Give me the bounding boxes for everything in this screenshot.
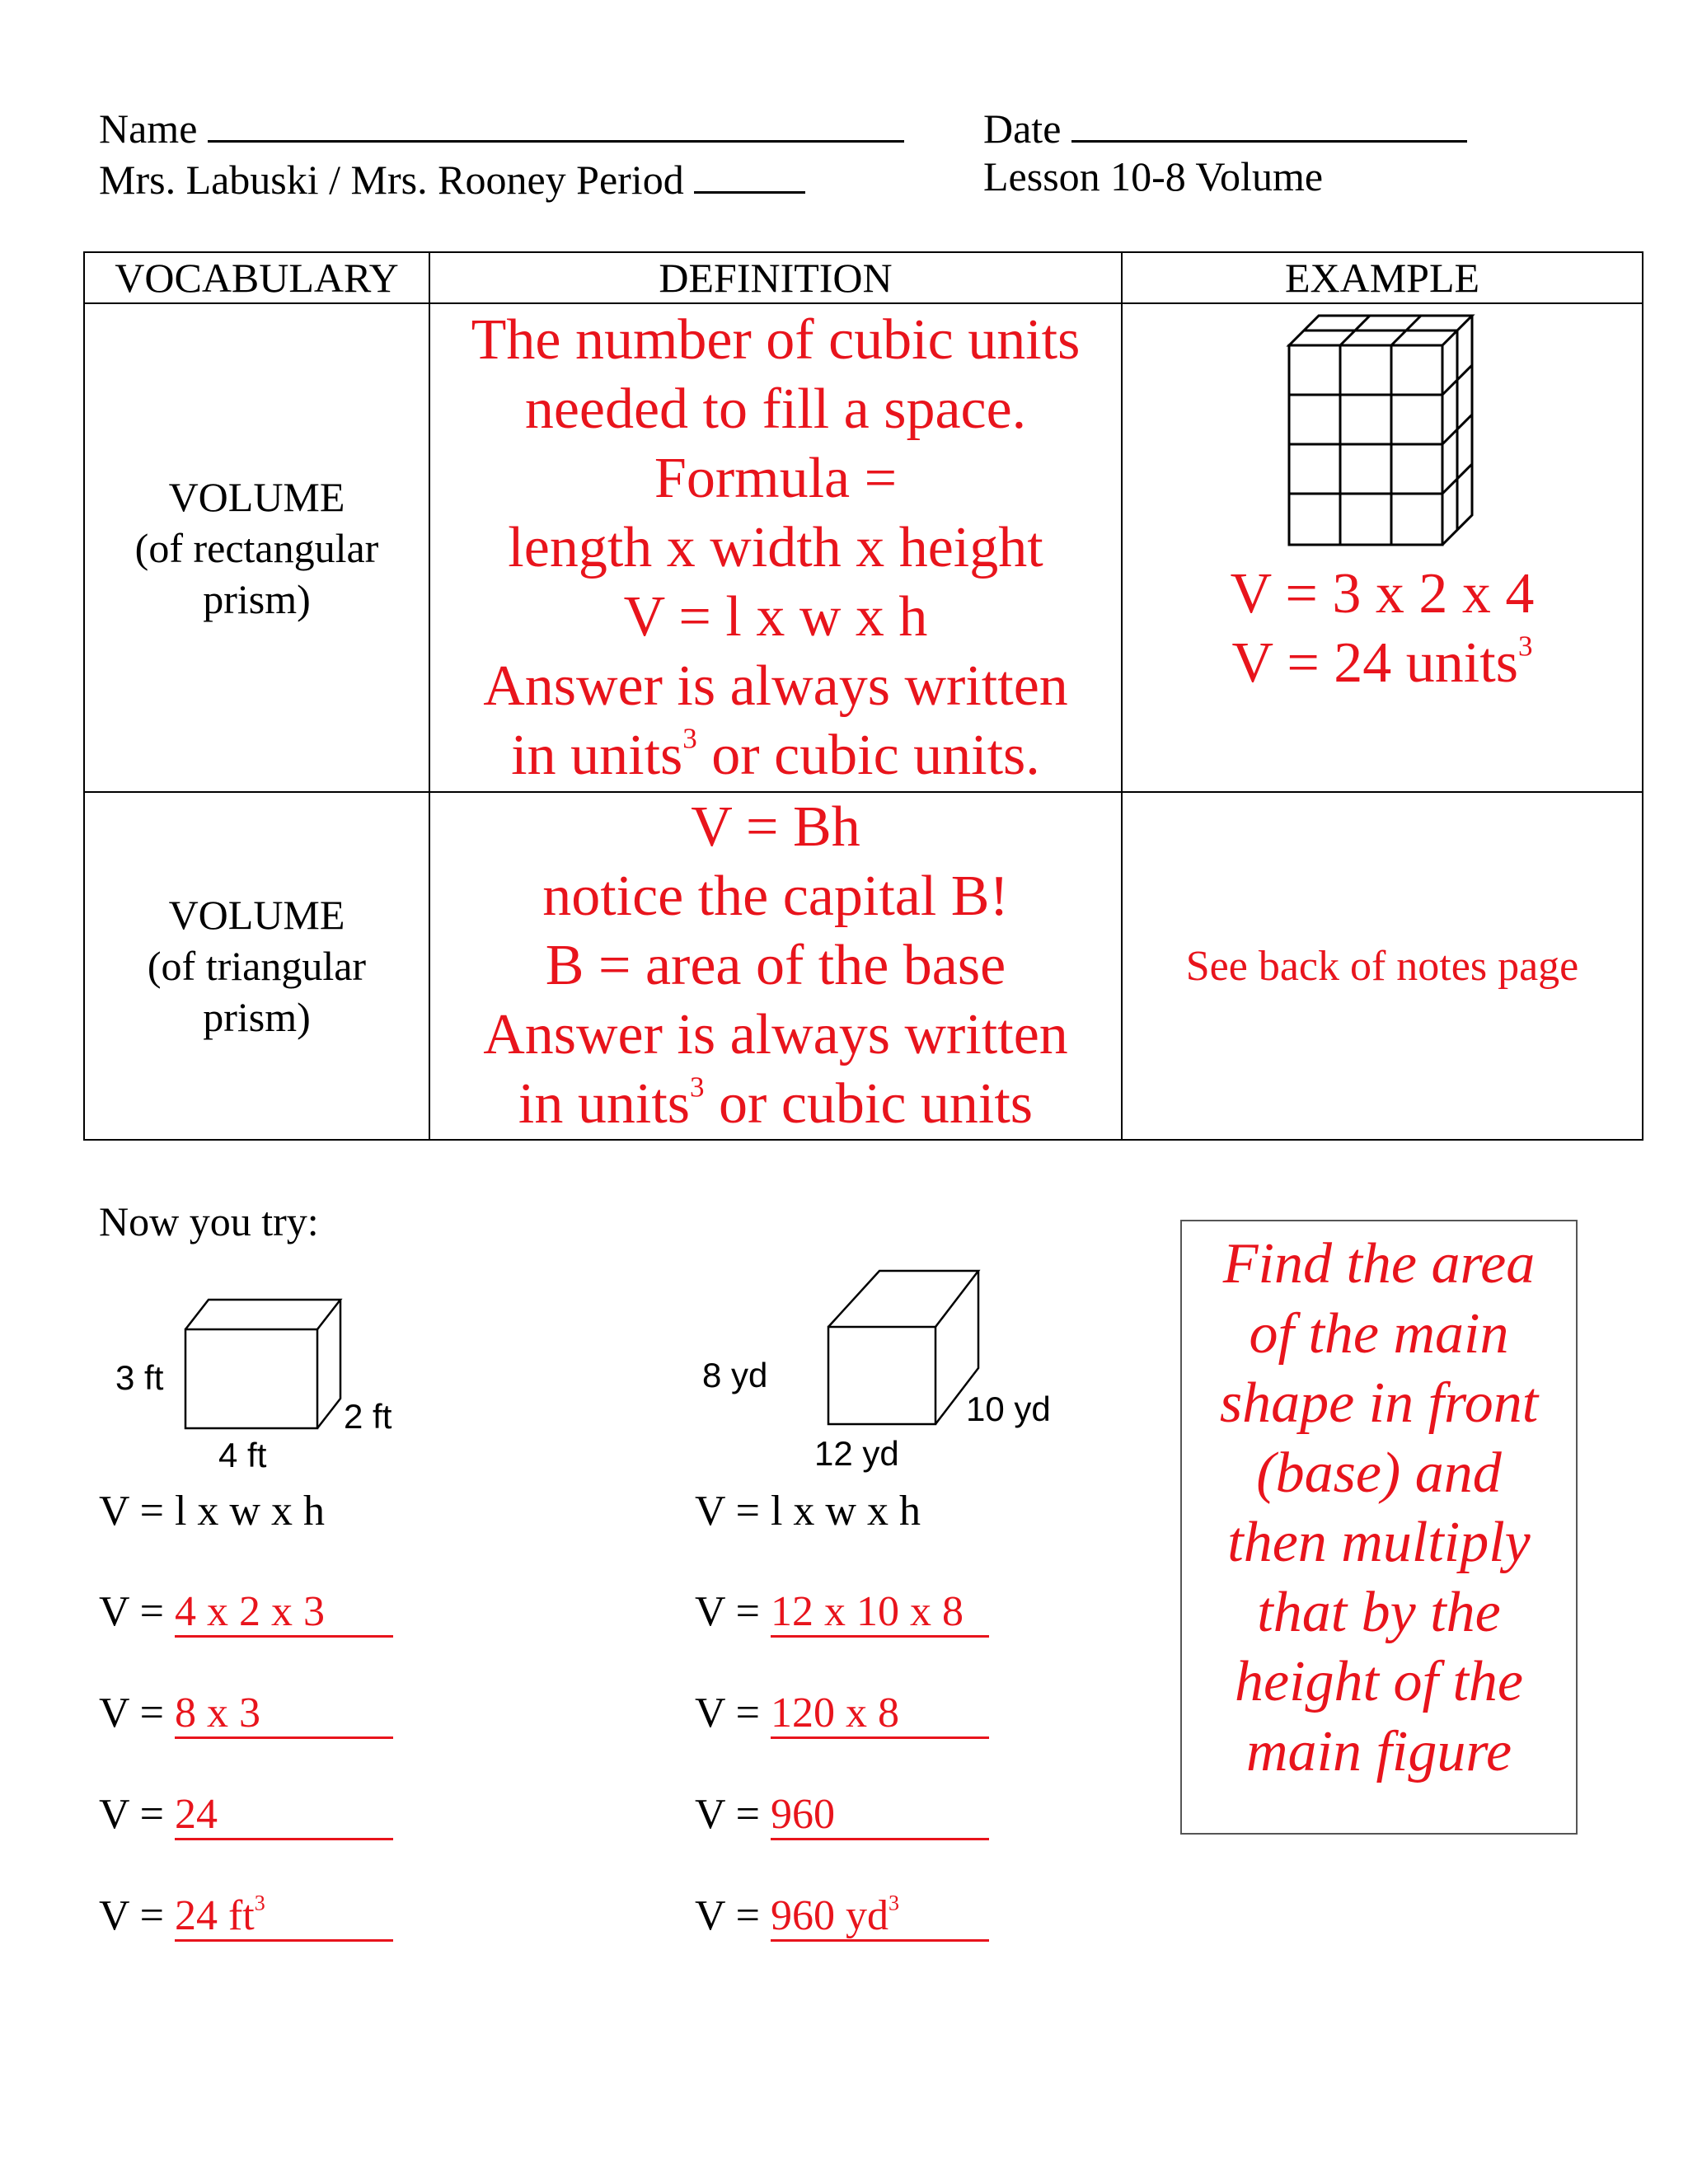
term-line: (of triangular (147, 943, 367, 989)
practice-title: Now you try: (99, 1198, 319, 1244)
prism-2-width: 10 yd (966, 1390, 1051, 1428)
term-line: VOLUME (168, 473, 345, 520)
problem-1-step (99, 1790, 393, 1840)
hint-line: then multiply (1227, 1511, 1531, 1574)
term-line: prism) (203, 994, 311, 1040)
name-blank[interactable] (208, 101, 904, 143)
definition-line: V = l x w x h (623, 584, 928, 649)
problem-2-step (695, 1689, 989, 1739)
definition-line: Answer is always written (483, 654, 1068, 718)
answer-text: 24 ft (174, 1892, 255, 1939)
eq-prefix: V = (695, 1588, 771, 1635)
term-cell (84, 792, 429, 1140)
term-line: VOLUME (168, 892, 345, 938)
hint-line: shape in front (1219, 1371, 1539, 1435)
name-label: Name (99, 105, 198, 152)
header-example: EXAMPLE (1122, 252, 1643, 303)
exponent: 3 (888, 1891, 899, 1915)
definition-cell (429, 303, 1122, 792)
eq-prefix: V = (695, 1690, 771, 1736)
date-line (983, 101, 1467, 153)
problem-1-step (99, 1891, 393, 1942)
prism-1-height: 3 ft (115, 1358, 164, 1397)
hint-line: height of the (1235, 1650, 1523, 1713)
answer-blank: 24 (175, 1792, 393, 1840)
definition-cell (429, 792, 1122, 1140)
term-line: (of rectangular (134, 524, 379, 571)
name-line (99, 101, 904, 153)
eq-prefix: V = (99, 1892, 175, 1939)
problem-1-step (99, 1689, 393, 1739)
prism-2-icon (820, 1261, 985, 1430)
term-cell (84, 303, 429, 792)
table-row (84, 303, 1643, 792)
example-cell (1122, 303, 1643, 792)
exponent: 3 (682, 722, 697, 754)
definition-line: The number of cubic units (471, 307, 1081, 372)
answer-blank: 120 x 8 (771, 1690, 989, 1739)
cube-grid-icon (1286, 311, 1484, 550)
answer-blank: 8 x 3 (175, 1690, 393, 1739)
problem-2-formula: V = l x w x h (695, 1488, 921, 1535)
hint-line: that by the (1257, 1580, 1501, 1644)
hint-line: main figure (1245, 1719, 1512, 1783)
hint-box (1180, 1220, 1578, 1835)
answer-blank (771, 1893, 989, 1942)
problem-2-step (695, 1891, 989, 1942)
table-row (84, 792, 1643, 1140)
example-equations (1123, 560, 1642, 698)
definition-line: length x width x height (508, 515, 1043, 579)
date-blank[interactable] (1071, 101, 1467, 143)
teacher-period-line (99, 152, 805, 204)
example-eq-1: V = 3 x 2 x 4 (1230, 562, 1535, 626)
prism-1-width: 2 ft (344, 1397, 392, 1436)
prism-1-icon (177, 1290, 350, 1434)
eq-prefix: V = (99, 1791, 175, 1838)
answer-blank (175, 1893, 393, 1942)
definition-line: needed to fill a space. (524, 377, 1027, 441)
date-label: Date (983, 105, 1062, 152)
answer-blank: 12 x 10 x 8 (771, 1589, 989, 1638)
units-text: in units (518, 1072, 691, 1136)
definition-line: Formula = (654, 446, 898, 510)
hint-line: of the main (1249, 1301, 1509, 1366)
definition-line (430, 1070, 1121, 1139)
example-cell: See back of notes page (1122, 792, 1643, 1140)
prism-1-length: 4 ft (218, 1436, 267, 1474)
answer-blank: 4 x 2 x 3 (175, 1589, 393, 1638)
example-result: V = 24 units (1231, 631, 1518, 695)
cubic-units-text: or cubic units (719, 1072, 1034, 1136)
example-eq-2 (1123, 629, 1642, 698)
header-definition: DEFINITION (429, 252, 1122, 303)
exponent: 3 (1517, 630, 1533, 663)
problem-1-formula: V = l x w x h (99, 1488, 325, 1535)
cubic-units-text: or cubic units. (711, 723, 1040, 787)
exponent: 3 (690, 1071, 705, 1104)
header-vocabulary: VOCABULARY (84, 252, 429, 303)
units-text: in units (511, 723, 683, 787)
eq-prefix: V = (695, 1791, 771, 1838)
eq-prefix: V = (99, 1588, 175, 1635)
hint-line: Find the area (1222, 1232, 1536, 1296)
answer-text: 960 yd (770, 1892, 889, 1939)
definition-line (430, 721, 1121, 790)
answer-blank: 960 (771, 1792, 989, 1840)
definition-line: notice the capital B! (542, 865, 1009, 928)
exponent: 3 (254, 1891, 265, 1915)
problem-2-step (695, 1790, 989, 1840)
lesson-title: Lesson 10-8 Volume (983, 153, 1324, 199)
definition-line: V = Bh (691, 795, 860, 859)
term-line: prism) (203, 575, 311, 622)
definition-line: Answer is always written (483, 1003, 1068, 1066)
table-header-row (84, 252, 1643, 303)
teacher-period: Mrs. Labuski / Mrs. Rooney Period (99, 157, 684, 203)
definition-line: B = area of the base (545, 934, 1006, 997)
problem-2-step (695, 1587, 989, 1638)
prism-2-length: 12 yd (814, 1434, 899, 1473)
prism-2-height: 8 yd (702, 1356, 768, 1394)
eq-prefix: V = (99, 1690, 175, 1736)
eq-prefix: V = (695, 1892, 771, 1939)
vocabulary-table (83, 251, 1643, 1141)
problem-1-step (99, 1587, 393, 1638)
hint-line: (base) and (1256, 1441, 1502, 1505)
period-blank[interactable] (694, 152, 805, 194)
